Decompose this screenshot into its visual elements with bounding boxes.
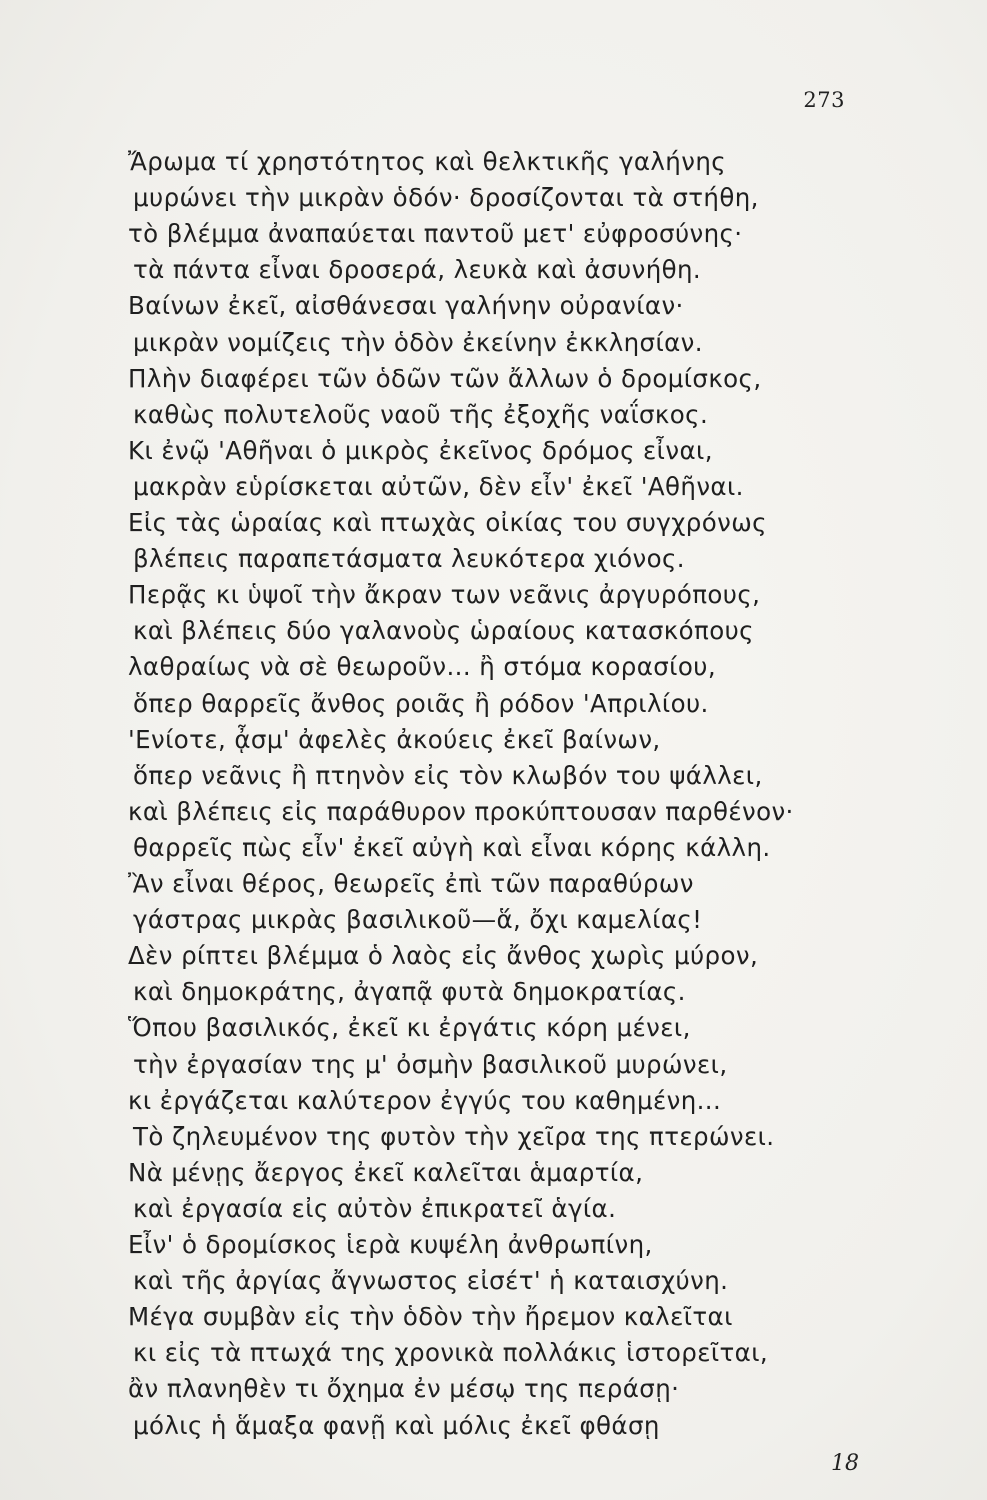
poem-line: Ἄρωμα τί χρηστότητος καὶ θελκτικῆς γαλήνης [128,147,727,176]
poem-line: Ἂν εἶναι θέρος, θεωρεῖς ἐπὶ τῶν παραθύρων [128,869,694,898]
poem-line: Βαίνων ἐκεῖ, αἰσθάνεσαι γαλήνην οὐρανίαν· [128,291,684,321]
poem-line: μυρώνει τὴν μικρὰν ὁδόν· δροσίζονται τὰ στήθη, [133,183,759,213]
poem-line: καὶ ἐργασία εἰς αὐτὸν ἐπικρατεῖ ἁγία. [133,1193,617,1223]
poem-line: Νὰ μένῃς ἄεργος ἐκεῖ καλεῖται ἁμαρτία, [128,1157,644,1187]
page-number: 273 [803,88,845,112]
poem-line: μόλις ἡ ἅμαξα φανῇ καὶ μόλις ἐκεῖ φθάσῃ [133,1410,660,1440]
poem-line: Τὸ ζηλευμένον της φυτὸν τὴν χεῖρα της πτερώνει. [133,1121,775,1151]
poem-line: Εἰς τὰς ὡραίας καὶ πτωχὰς οἰκίας του συγχρόνως [128,508,767,537]
poem-line: Κι ἐνῷ 'Αθῆναι ὁ μικρὸς ἐκεῖνος δρόμος εἶναι, [128,435,713,465]
poem-line: τὰ πάντα εἶναι δροσερά, λευκὰ καὶ ἀσυνήθη. [133,255,702,285]
poem-line: μακρὰν εὑρίσκεται αὐτῶν, δὲν εἶν' ἐκεῖ 'Αθῆναι. [133,471,744,501]
poem-line: καὶ βλέπεις δύο γαλανοὺς ὡραίους κατασκόπους [133,616,754,646]
poem-line: γάστρας μικρὰς βασιλικοῦ—ἅ, ὄχι καμελίας! [133,905,703,935]
poem-line: κι ἐργάζεται καλύτερον ἐγγύς του καθημένη... [128,1085,722,1115]
poem-line: καὶ τῆς ἀργίας ἄγνωστος εἰσέτ' ἡ καταισχύνη. [133,1266,729,1296]
poem-line: καθὼς πολυτελοῦς ναοῦ τῆς ἐξοχῆς ναΐσκος. [133,399,709,429]
poem-line: μικρὰν νομίζεις τὴν ὁδὸν ἐκείνην ἐκκλησίαν. [133,327,703,357]
poem-line: Πλὴν διαφέρει τῶν ὁδῶν τῶν ἄλλων ὁ δρομίσκος, [128,363,762,393]
poem-line: θαρρεῖς πὼς εἶν' ἐκεῖ αὐγὴ καὶ εἶναι κόρης κάλλη. [133,832,771,862]
poem-line: βλέπεις παραπετάσματα λευκότερα χιόνος. [133,544,685,574]
poem-line: ἂν πλανηθὲν τι ὄχημα ἐν μέσῳ της περάσῃ· [128,1374,680,1404]
poem-line: καὶ βλέπεις εἰς παράθυρον προκύπτουσαν παρθένον· [128,796,794,826]
signature-mark: 18 [831,1451,859,1476]
poem-line: λαθραίως νὰ σὲ θεωροῦν... ἢ στόμα κορασίου, [128,652,717,682]
poem-line: Εἶν' ὁ δρομίσκος ἱερὰ κυψέλη ἀνθρωπίνη, [128,1230,653,1259]
poem-line: 'Ενίοτε, ᾆσμ' ἀφελὲς ἀκούεις ἐκεῖ βαίνων, [128,724,661,754]
poem-line: Περᾷς κι ὑψοῖ τὴν ἄκραν των νεᾶνις ἀργυρόπους, [128,580,761,610]
poem-line: κι εἰς τὰ πτωχά της χρονικὰ πολλάκις ἱστορεῖται, [133,1338,769,1368]
poem-line: τὴν ἐργασίαν της μ' ὀσμὴν βασιλικοῦ μυρώνει, [133,1049,728,1079]
poem-line: τὸ βλέμμα ἀναπαύεται παντοῦ μετ' εὐφροσύνης· [128,219,743,249]
poem-line: Δὲν ρίπτει βλέμμα ὁ λαὸς εἰς ἄνθος χωρὶς μύρον, [128,941,759,971]
poem-line: ὅπερ θαρρεῖς ἄνθος ροιᾶς ἢ ρόδον 'Απριλίου. [133,688,709,718]
poem-line: Ὅπου βασιλικός, ἐκεῖ κι ἐργάτις κόρη μένει, [128,1013,691,1043]
poem-line: ὅπερ νεᾶνις ἢ πτηνὸν εἰς τὸν κλωβόν του ψάλλει, [133,760,763,790]
poem-line: Μέγα συμβὰν εἰς τὴν ὁδὸν τὴν ἤρεμον καλεῖται [128,1302,733,1332]
poem-line: καὶ δημοκράτης, ἀγαπᾷ φυτὰ δημοκρατίας. [133,977,686,1007]
